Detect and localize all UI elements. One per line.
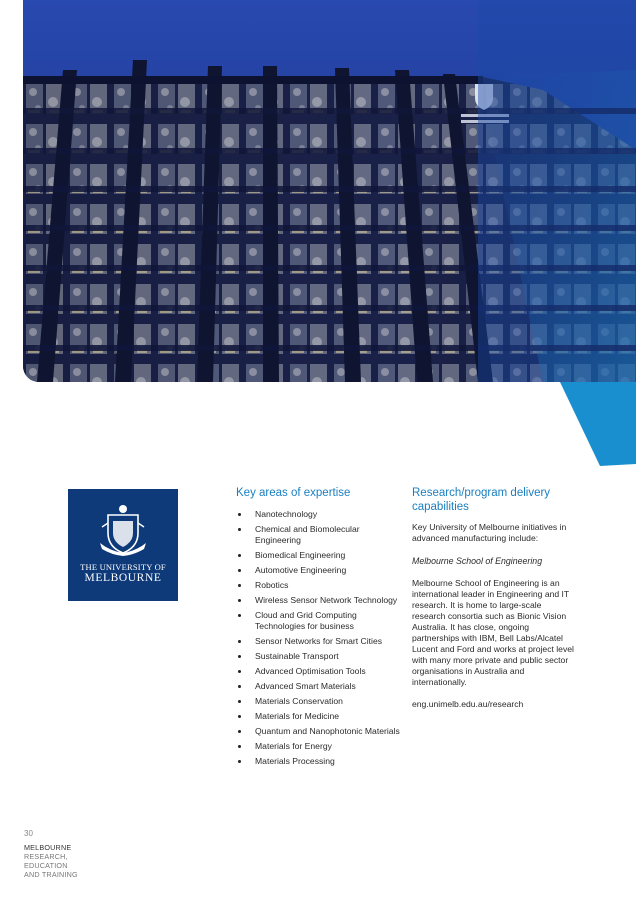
page-number: 30: [24, 829, 33, 838]
list-item: Sustainable Transport: [236, 651, 401, 662]
list-item: Wireless Sensor Network Technology: [236, 595, 401, 606]
research-subheading: Melbourne School of Engineering: [412, 556, 543, 566]
list-item: Advanced Optimisation Tools: [236, 666, 401, 677]
footer-brand-line: RESEARCH,: [24, 852, 68, 861]
expertise-heading: Key areas of expertise: [236, 487, 351, 499]
list-item: Quantum and Nanophotonic Materials: [236, 726, 401, 737]
research-section: [412, 486, 577, 710]
research-heading: Research/program delivery capabilities: [412, 487, 551, 513]
list-item: Materials for Energy: [236, 741, 401, 752]
list-item: Robotics: [236, 580, 401, 591]
list-item: Materials Conservation: [236, 696, 401, 707]
crest-icon: [98, 503, 148, 559]
logo-line-2: MELBOURNE: [84, 572, 162, 584]
research-link[interactable]: eng.unimelb.edu.au/research: [412, 699, 524, 709]
expertise-section: [236, 486, 401, 771]
list-item: Sensor Networks for Smart Cities: [236, 636, 401, 647]
expertise-list: [236, 509, 401, 767]
footer-brand-title: MELBOURNE: [24, 843, 72, 852]
list-item: Nanotechnology: [236, 509, 401, 520]
list-item: Cloud and Grid Computing Technologies for business: [236, 610, 401, 632]
list-item: Materials for Medicine: [236, 711, 401, 722]
list-item: Biomedical Engineering: [236, 550, 401, 561]
list-item: Chemical and Biomolecular Engineering: [236, 524, 401, 546]
footer-brand-line: AND TRAINING: [24, 870, 78, 879]
list-item: Materials Processing: [236, 756, 401, 767]
logo-line-1: THE UNIVERSITY OF: [80, 562, 166, 572]
list-item: Advanced Smart Materials: [236, 681, 401, 692]
research-description: Melbourne School of Engineering is an international leader in Engineering and IT research. It is home to large-scale research consortia such as Bionic Vision Australia. It has close, ongoing partnerships with IBM, Bell Labs/Alcatel Lucent and Ford and works at project level with many more private and public sector organisations in Australia and internationally.: [412, 578, 574, 687]
list-item: Automotive Engineering: [236, 565, 401, 576]
footer-brand-line: EDUCATION: [24, 861, 68, 870]
university-logo: [68, 489, 178, 601]
hero-building-photo: [23, 0, 636, 382]
footer-brand: [24, 843, 78, 879]
research-intro: Key University of Melbourne initiatives in advanced manufacturing include:: [412, 522, 567, 543]
